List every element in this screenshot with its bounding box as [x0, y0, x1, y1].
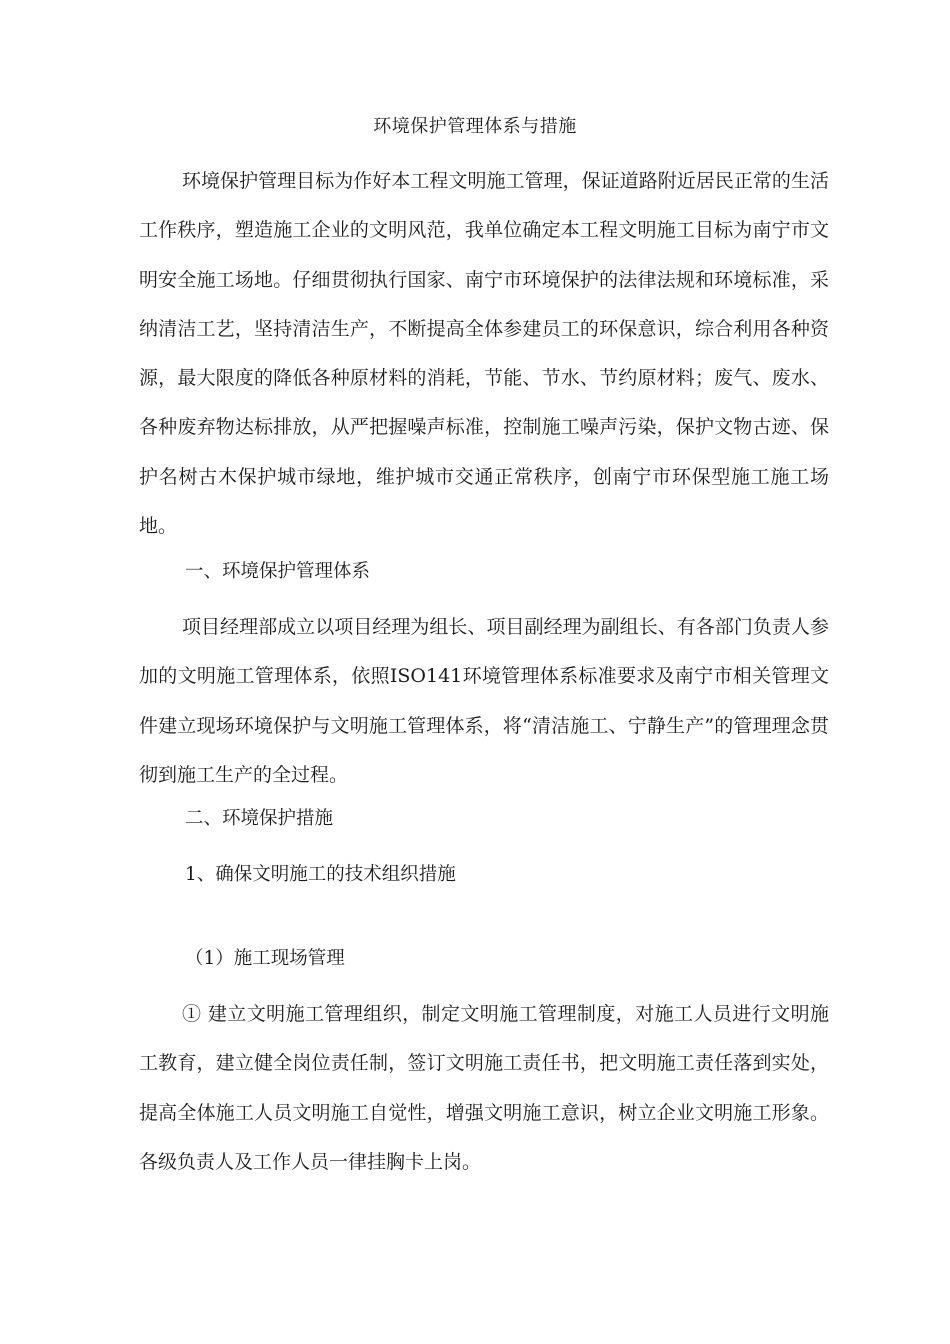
section-heading-protection-measures: 二、环境保护措施 [185, 808, 334, 829]
document-title: 环境保护管理体系与措施 [373, 116, 577, 137]
intro-paragraph: 环境保护管理目标为作好本工程文明施工管理，保证道路附近居民正常的生活工作秩序，塑造施工企业的文明风范，我单位确定本工程文明施工目标为南宁市文明安全施工场地。仔细贯彻执行国家、南宁市环境保护的法律法规和环境标准，采纳清洁工艺，坚持清洁生产，不断提高全体参建员工的环保意识，综合利用各种资源，最大限度的降低各种原材料的消耗，节能、节水、节约原材料；废气、废水、各种废弃物达标排放，从严把握噪声标准，控制施工噪声污染，保护文物古迹、保护名树古木保护城市绿地，维护城市交通正常秩序，创南宁市环保型施工施工场地。 [139, 170, 829, 538]
section-heading-management-system: 一、环境保护管理体系 [185, 561, 371, 582]
management-system-paragraph: 项目经理部成立以项目经理为组长、项目副经理为副组长、有各部门负责人参加的文明施工管理体系，依照ISO141环境管理体系标准要求及南宁市相关管理文件建立现场环境保护与文明施工管理体系，将“清洁施工、宁静生产”的管理理念贯彻到施工生产的全过程。 [139, 616, 829, 786]
subsubsection-heading-site-management: （1）施工现场管理 [185, 948, 345, 969]
site-management-item-paragraph: ① 建立文明施工管理组织，制定文明施工管理制度，对施工人员进行文明施工教育，建立健全岗位责任制，签订文明施工责任书，把文明施工责任落到实处，提高全体施工人员文明施工自觉性，增强文明施工意识，树立企业文明施工形象。各级负责人及工作人员一律挂胸卡上岗。 [139, 1003, 829, 1173]
subsection-heading-technical-measures: 1、确保文明施工的技术组织措施 [185, 864, 456, 885]
